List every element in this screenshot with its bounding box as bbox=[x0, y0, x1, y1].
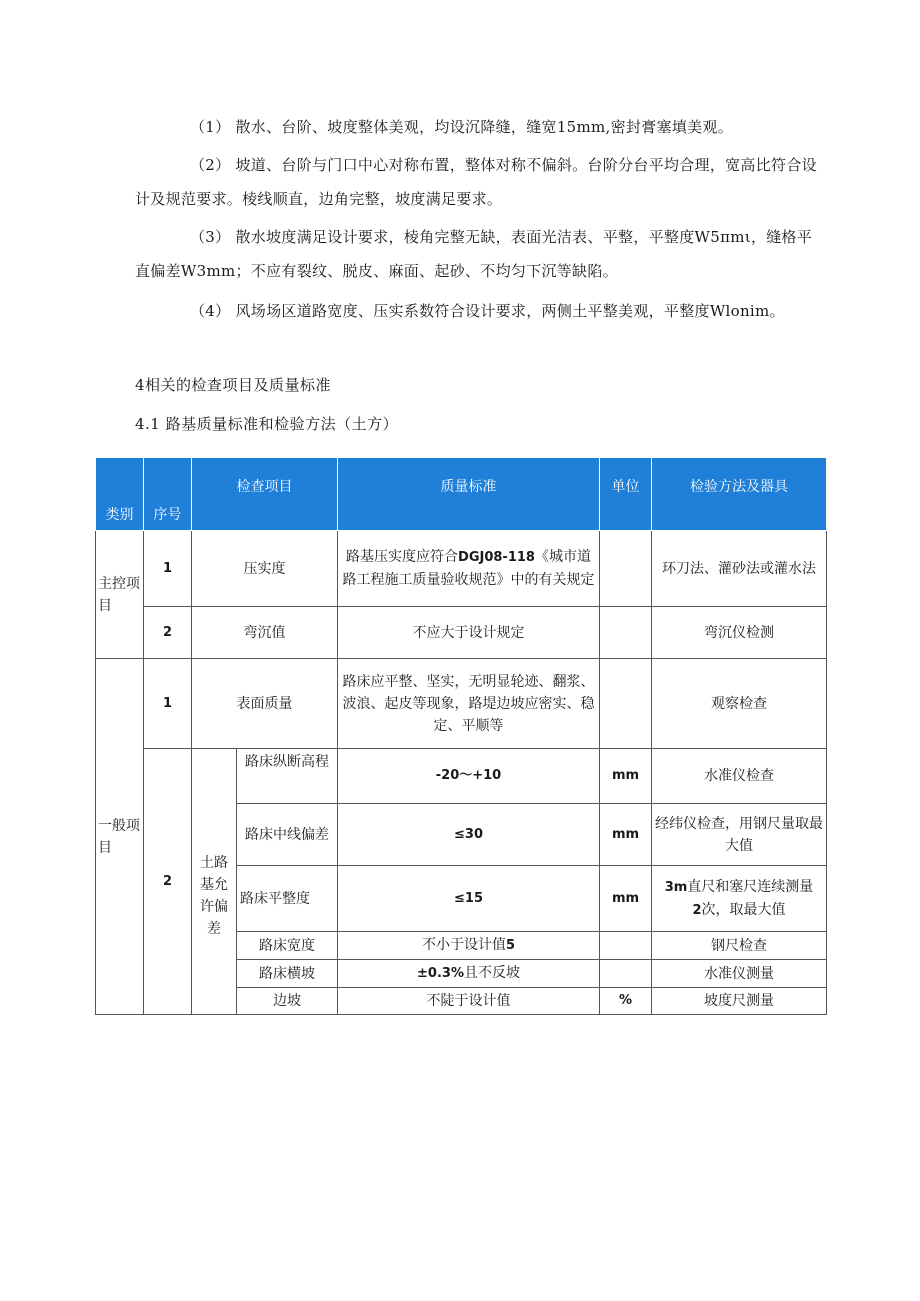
paragraph-3: （3） 散水坡度满足设计要求，棱角完整无缺，表面光洁表、平整，平整度W5πmι，缝格平直偏差W3mm；不应有裂纹、脱皮、麻面、起砂、不均匀下沉等缺陷。 bbox=[135, 228, 813, 280]
table-row bbox=[96, 659, 827, 749]
row-item: 表面质量 bbox=[192, 659, 338, 749]
header-standard: 质量标准 bbox=[338, 458, 600, 531]
method-bold: 3m bbox=[664, 879, 688, 895]
row-seq: 1 bbox=[144, 531, 192, 607]
row-item: 边坡 bbox=[237, 988, 338, 1015]
row-standard bbox=[338, 960, 600, 988]
row-seq: 2 bbox=[144, 607, 192, 659]
row-standard bbox=[338, 531, 600, 607]
header-category: 类别 bbox=[96, 458, 144, 531]
row-method: 水准仪检查 bbox=[652, 749, 827, 804]
row-method: 弯沉仪检测 bbox=[652, 607, 827, 659]
row-standard: -20〜+10 bbox=[338, 749, 600, 804]
row-item: 路床纵断高程 bbox=[237, 749, 338, 804]
quality-standard-table bbox=[95, 457, 827, 1015]
category-general: 一般项目 bbox=[96, 659, 144, 1015]
row-unit: mm bbox=[600, 866, 652, 932]
row-standard: 不陡于设计值 bbox=[338, 988, 600, 1015]
standard-text: 路基压实度应符合 bbox=[346, 549, 459, 565]
row-unit: % bbox=[600, 988, 652, 1015]
row-item: 路床中线偏差 bbox=[237, 804, 338, 866]
sub-group-label: 土路基允许偏差 bbox=[192, 749, 237, 1015]
paragraph-1: （1） 散水、台阶、坡度整体美观，均设沉降缝，缝宽15mm,密封膏塞填美观。 bbox=[190, 118, 734, 136]
standard-text: 不小于设计值 bbox=[421, 937, 506, 953]
row-method bbox=[652, 866, 827, 932]
header-seq: 序号 bbox=[144, 458, 192, 531]
row-seq: 2 bbox=[144, 749, 192, 1015]
row-standard: ≤30 bbox=[338, 804, 600, 866]
row-method: 钢尺检查 bbox=[652, 932, 827, 960]
table-row bbox=[96, 531, 827, 607]
row-unit bbox=[600, 531, 652, 607]
standard-code: DGJ08-118 bbox=[458, 550, 535, 565]
paragraph-2: （2） 坡道、台阶与门口中心对称布置，整体对称不偏斜。台阶分台平均合理，宽高比符合设计及规范要求。棱线顺直，边角完整，坡度满足要求。 bbox=[135, 156, 817, 208]
row-unit bbox=[600, 960, 652, 988]
row-method: 环刀法、灌砂法或灌水法 bbox=[652, 531, 827, 607]
row-method: 观察检查 bbox=[652, 659, 827, 749]
row-unit bbox=[600, 659, 652, 749]
standard-text: 《城市道路工程施工质量验收规范》中的有关规定 bbox=[342, 549, 595, 588]
category-main: 主控项目 bbox=[96, 531, 144, 659]
row-item: 压实度 bbox=[192, 531, 338, 607]
row-method: 坡度尺测量 bbox=[652, 988, 827, 1015]
row-item: 弯沉值 bbox=[192, 607, 338, 659]
row-standard: ≤15 bbox=[338, 866, 600, 932]
row-unit: mm bbox=[600, 749, 652, 804]
row-method: 水准仪测量 bbox=[652, 960, 827, 988]
row-unit: mm bbox=[600, 804, 652, 866]
row-method: 经纬仪检查，用钢尺量取最大值 bbox=[652, 804, 827, 866]
row-standard: 路床应平整、坚实，无明显轮迹、翻浆、波浪、起皮等现象，路堤边坡应密实、稳定、平顺等 bbox=[338, 659, 600, 749]
standard-bold: ±0.3% bbox=[417, 966, 464, 981]
table-row bbox=[96, 749, 827, 804]
header-item: 检查项目 bbox=[192, 458, 338, 531]
row-standard: 不应大于设计规定 bbox=[338, 607, 600, 659]
subsection-heading: 4.1 路基质量标准和检验方法（土方） bbox=[135, 415, 399, 433]
method-text: 直尺和塞尺连续测量 bbox=[687, 878, 814, 895]
row-item: 路床宽度 bbox=[237, 932, 338, 960]
paragraph-4: （4） 风场场区道路宽度、压实系数符合设计要求，两侧土平整美观，平整度Wlonim。 bbox=[190, 302, 785, 320]
method-bold: 2 bbox=[692, 902, 702, 918]
method-text: 次，取最大值 bbox=[701, 901, 786, 918]
table-row bbox=[96, 607, 827, 659]
standard-bold: 5 bbox=[505, 938, 516, 953]
row-seq: 1 bbox=[144, 659, 192, 749]
row-item: 路床横坡 bbox=[237, 960, 338, 988]
row-unit bbox=[600, 932, 652, 960]
section-heading: 4相关的检查项目及质量标准 bbox=[135, 376, 332, 394]
row-item: 路床平整度 bbox=[237, 866, 338, 932]
table-header-row bbox=[96, 458, 827, 531]
row-standard bbox=[338, 932, 600, 960]
header-method: 检验方法及器具 bbox=[652, 458, 827, 531]
header-unit: 单位 bbox=[600, 458, 652, 531]
row-unit bbox=[600, 607, 652, 659]
standard-text: 且不反坡 bbox=[463, 965, 520, 981]
